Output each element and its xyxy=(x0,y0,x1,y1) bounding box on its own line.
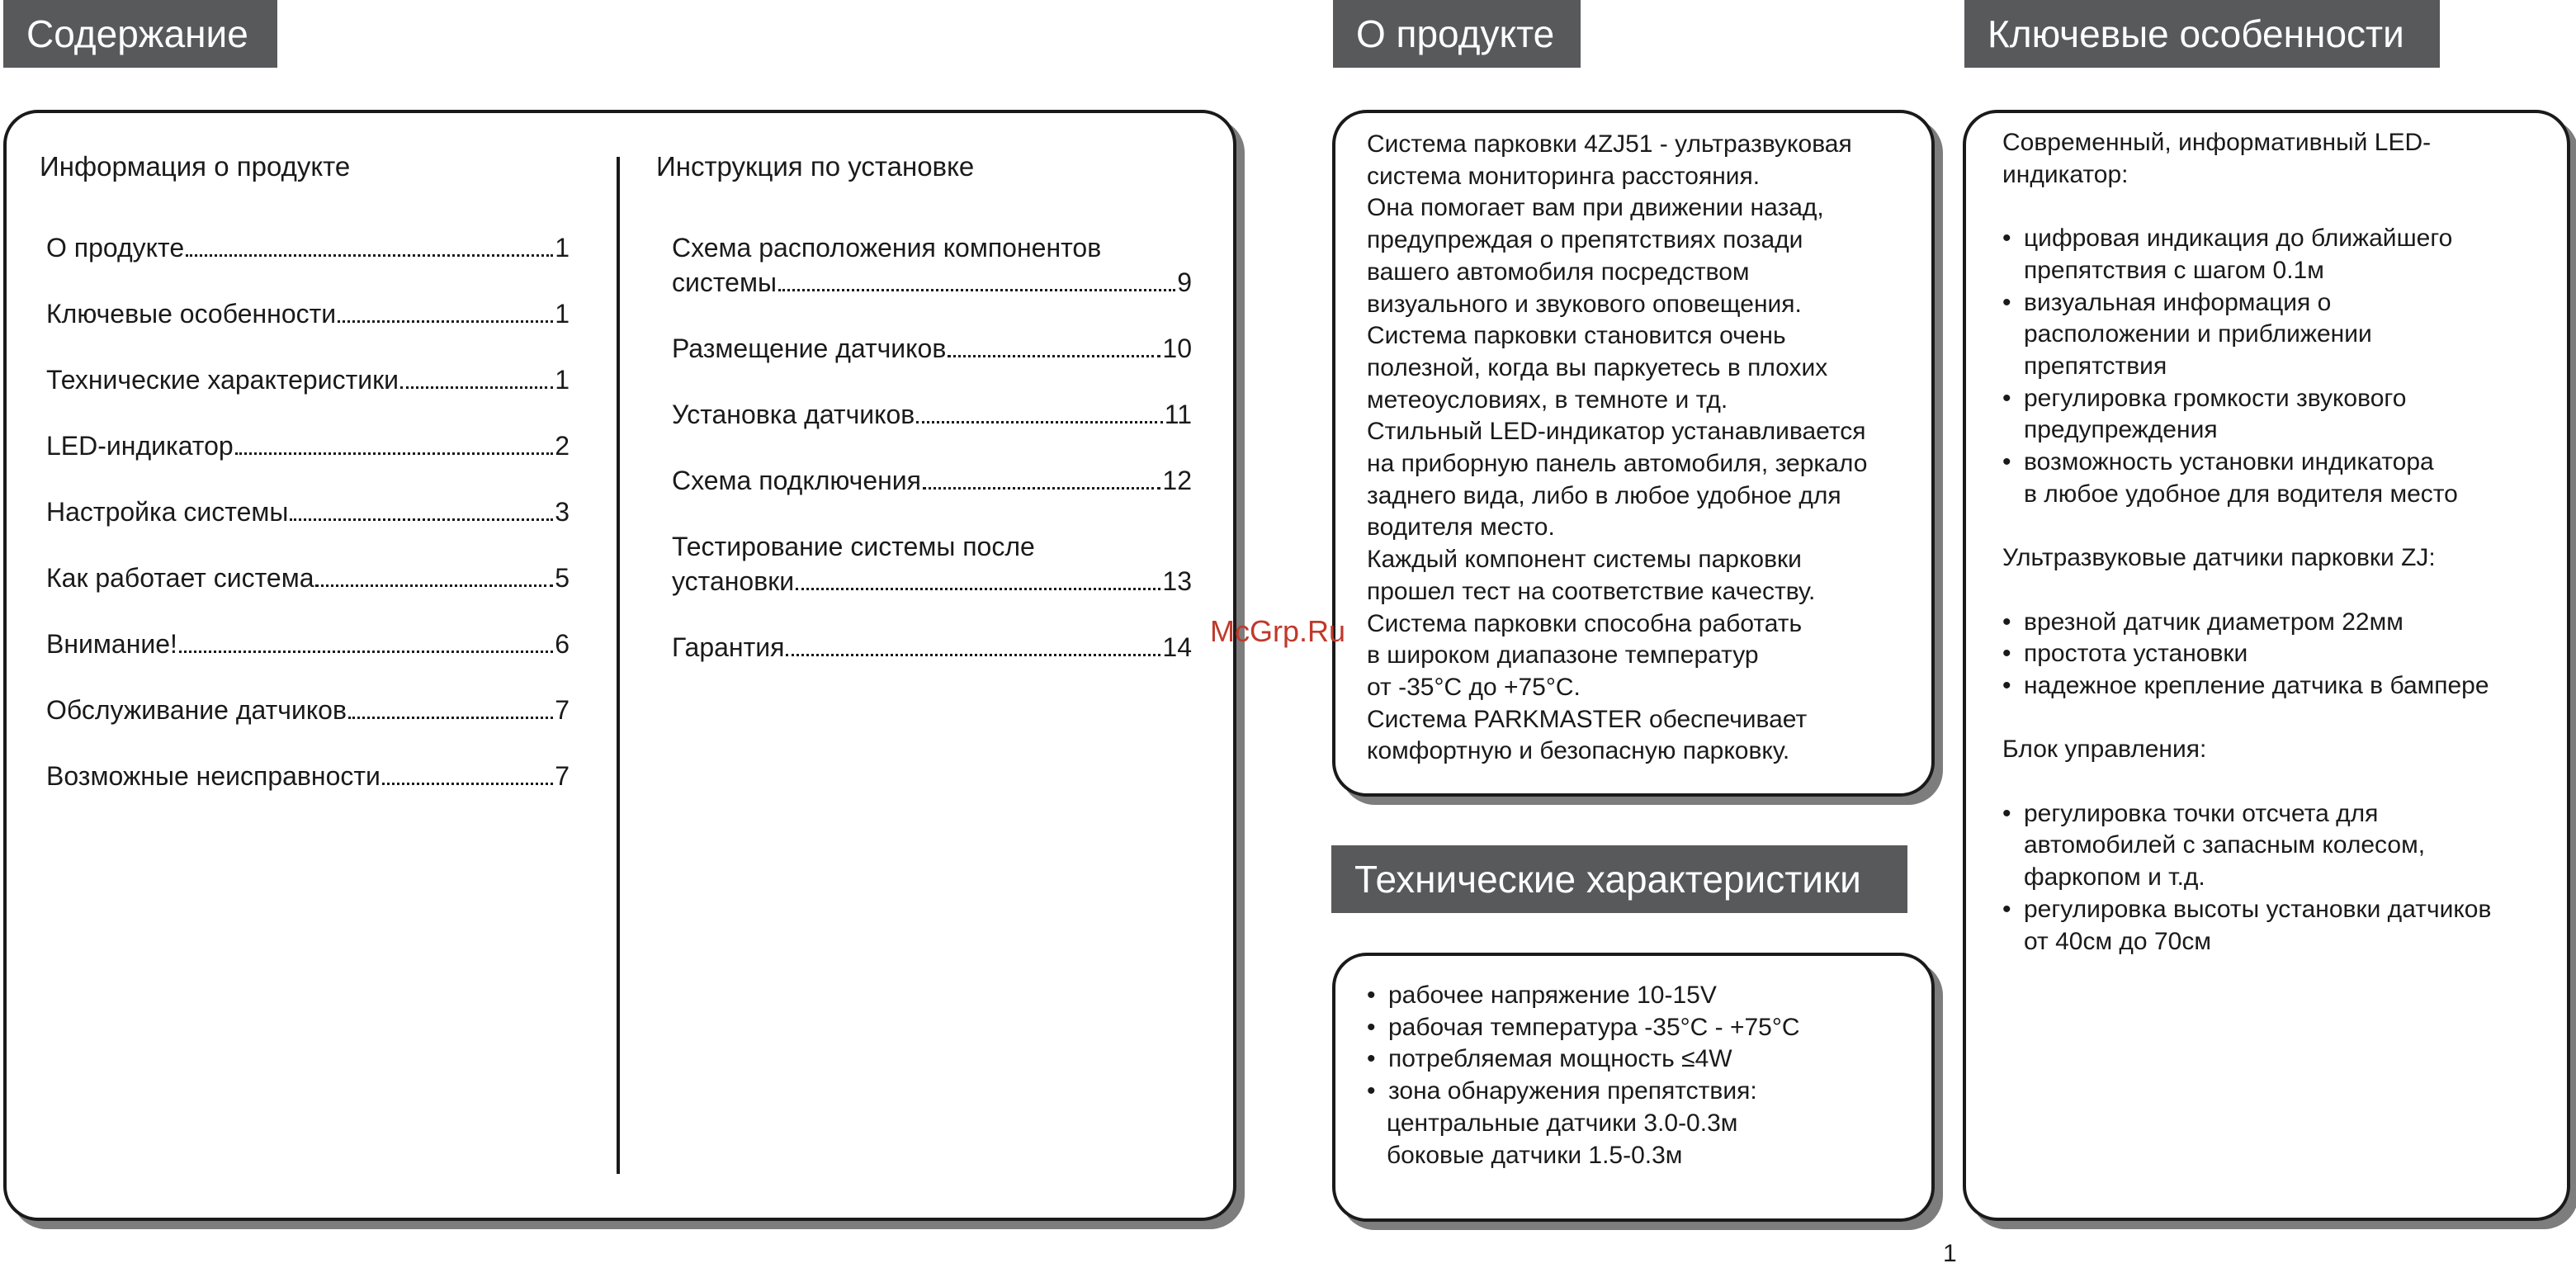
toc-entry-page: 12 xyxy=(1162,466,1192,495)
toc-entry-page: 10 xyxy=(1162,334,1192,363)
about-line: от -35°С до +75°С. xyxy=(1367,673,1581,701)
feature-item-line: • визуальная информация о xyxy=(2024,288,2332,316)
about-line: Стильный LED-индикатор устанавливается xyxy=(1367,418,1866,446)
feature-item xyxy=(2002,287,2491,383)
about-line: Каждый компонент системы парковки xyxy=(1367,546,1802,574)
toc-entry-label: Настройка системы xyxy=(46,497,289,527)
spec-sub-line: центральные датчики 3.0-0.3м xyxy=(1387,1109,1738,1137)
about-line: вашего автомобиля посредством xyxy=(1367,258,1750,286)
toc-leader xyxy=(400,386,553,389)
about-line: комфортную и безопасную парковку. xyxy=(1367,737,1790,765)
about-line: Она помогает вам при движении назад, xyxy=(1367,194,1824,222)
spec-item: • зона обнаружения препятствия: xyxy=(1367,1076,1800,1108)
feature-item-line: • надежное крепление датчика в бампере xyxy=(2024,671,2489,699)
feature-item-line: • регулировка точки отсчета для xyxy=(2024,799,2379,827)
toc-entry-label: Гарантия xyxy=(672,632,785,662)
toc-entry[interactable] xyxy=(672,630,1192,665)
toc-entry-page: 3 xyxy=(555,497,570,527)
toc-entry-line1: Тестирование системы после xyxy=(672,532,1035,561)
toc-leader xyxy=(948,355,1160,357)
toc-entry[interactable] xyxy=(672,463,1192,498)
toc-left-list xyxy=(46,230,570,825)
toc-entry-page: 14 xyxy=(1162,632,1192,662)
toc-entry-page: 1 xyxy=(555,233,570,263)
spec-item: • рабочее напряжение 10-15V xyxy=(1367,980,1800,1012)
about-line: Система парковки способна работать xyxy=(1367,609,1803,637)
toc-entry[interactable] xyxy=(672,529,1192,599)
feature-item-line: фаркопом и т.д. xyxy=(2024,863,2205,892)
spec-sub-line: боковые датчики 1.5-0.3м xyxy=(1387,1141,1683,1169)
toc-right-list xyxy=(672,230,1192,696)
watermark: McGrp.Ru xyxy=(1210,614,1346,648)
about-line: водителя место. xyxy=(1367,513,1555,542)
about-line: заднего вида, либо в любое удобное для xyxy=(1367,481,1841,509)
toc-entry[interactable] xyxy=(46,428,570,463)
toc-entry[interactable] xyxy=(672,397,1192,432)
toc-entry-page: 2 xyxy=(555,431,570,461)
about-line: система мониторинга расстояния. xyxy=(1367,162,1761,190)
toc-entry-label: О продукте xyxy=(46,233,185,263)
feature-item xyxy=(2002,670,2491,703)
toc-entry-label: Как работает система xyxy=(46,563,314,593)
toc-entry[interactable] xyxy=(46,561,570,595)
feature-item xyxy=(2002,894,2491,958)
contents-header: Содержание xyxy=(3,0,277,68)
toc-entry-page: 6 xyxy=(555,629,570,659)
toc-entry[interactable] xyxy=(672,230,1192,300)
feature-item-line: от 40см до 70см xyxy=(2024,927,2211,955)
control-title: Блок управления: xyxy=(2002,736,2207,764)
toc-entry-label: Ключевые особенности xyxy=(46,299,337,329)
about-line: визуального и звукового оповещения. xyxy=(1367,290,1802,318)
toc-entry-page: 1 xyxy=(555,299,570,329)
about-line: метеоусловиях, в темноте и тд. xyxy=(1367,386,1728,414)
about-header: О продукте xyxy=(1333,0,1581,68)
toc-entry-label: Размещение датчиков xyxy=(672,334,947,363)
toc-entry-line1: Схема расположения компонентов xyxy=(672,233,1102,263)
about-line: в широком диапазоне температур xyxy=(1367,641,1759,669)
toc-entry-label: Технические характеристики xyxy=(46,365,399,395)
features-intro-line2: индикатор: xyxy=(2002,160,2129,188)
toc-entry-page: 1 xyxy=(555,365,570,395)
toc-leader xyxy=(916,421,1163,423)
toc-leader xyxy=(186,254,553,257)
toc-entry[interactable] xyxy=(46,362,570,397)
toc-leader xyxy=(348,717,553,719)
features-header: Ключевые особенности xyxy=(1964,0,2440,68)
toc-entry[interactable] xyxy=(46,296,570,331)
specs-header: Технические характеристики xyxy=(1331,845,1907,913)
page-number: 1 xyxy=(1943,1240,1957,1267)
feature-item xyxy=(2002,223,2491,286)
feature-item-line: препятствия xyxy=(2024,352,2167,380)
toc-entry[interactable] xyxy=(46,627,570,661)
feature-item xyxy=(2002,638,2491,670)
toc-entry-label: Обслуживание датчиков xyxy=(46,695,347,725)
toc-leader xyxy=(796,588,1160,590)
toc-leader xyxy=(778,289,1175,291)
toc-left-title: Информация о продукте xyxy=(40,151,351,182)
toc-entry-label: Возможные неисправности xyxy=(46,761,380,791)
about-line: Система парковки 4ZJ51 - ультразвуковая xyxy=(1367,130,1852,158)
toc-entry[interactable] xyxy=(46,759,570,793)
toc-entry-page: 9 xyxy=(1177,267,1192,297)
toc-leader xyxy=(235,452,554,455)
about-line: прошел тест на соответствие качеству. xyxy=(1367,577,1816,605)
feature-item xyxy=(2002,798,2491,894)
about-text xyxy=(1367,129,1867,768)
toc-entry-page: 11 xyxy=(1164,400,1192,429)
toc-entry-label: Внимание! xyxy=(46,629,177,659)
toc-entry-page: 13 xyxy=(1162,566,1192,596)
toc-entry[interactable] xyxy=(46,693,570,727)
specs-text xyxy=(1367,980,1800,1171)
feature-item-line: препятствия с шагом 0.1м xyxy=(2024,256,2324,284)
feature-item-line: • регулировка громкости звукового xyxy=(2024,384,2407,412)
feature-item-line: • регулировка высоты установки датчиков xyxy=(2024,895,2492,923)
toc-entry[interactable] xyxy=(46,230,570,265)
toc-leader xyxy=(382,783,553,785)
toc-entry-label: Установка датчиков xyxy=(672,400,915,429)
feature-item xyxy=(2002,383,2491,447)
toc-divider xyxy=(617,157,620,1174)
about-line: на приборную панель автомобиля, зеркало xyxy=(1367,450,1868,478)
spec-item: • рабочая температура -35°С - +75°С xyxy=(1367,1012,1800,1044)
toc-entry-label: Схема подключения xyxy=(672,466,921,495)
feature-item-line: • цифровая индикация до ближайшего xyxy=(2024,225,2453,253)
feature-item-line: • возможность установки индикатора xyxy=(2024,448,2434,476)
about-line: Система PARKMASTER обеспечивает xyxy=(1367,705,1808,733)
toc-leader xyxy=(315,584,553,587)
feature-item-line: автомобилей с запасным колесом, xyxy=(2024,831,2426,859)
about-line: Система парковки становится очень xyxy=(1367,322,1786,350)
toc-entry-label: LED-индикатор xyxy=(46,431,234,461)
toc-leader xyxy=(923,487,1160,490)
toc-leader xyxy=(338,320,553,323)
feature-item-line: в любое удобное для водителя место xyxy=(2024,480,2458,508)
feature-item-line: предупреждения xyxy=(2024,416,2218,444)
toc-entry-page: 7 xyxy=(555,761,570,791)
toc-entry-page: 7 xyxy=(555,695,570,725)
about-line: полезной, когда вы паркуетесь в плохих xyxy=(1367,353,1828,381)
toc-entry[interactable] xyxy=(46,494,570,529)
toc-leader xyxy=(179,651,553,653)
spec-item: • потребляемая мощность ≤4W xyxy=(1367,1043,1800,1076)
feature-item-line: • простота установки xyxy=(2024,640,2248,668)
toc-right-title: Инструкция по установке xyxy=(656,151,975,182)
toc-entry-label: системы xyxy=(672,267,777,297)
about-line: предупреждая о препятствиях позади xyxy=(1367,226,1803,254)
feature-item-line: расположении и приближении xyxy=(2024,320,2372,348)
features-intro-line1: Современный, информативный LED- xyxy=(2002,129,2432,156)
toc-entry[interactable] xyxy=(672,331,1192,366)
toc-leader xyxy=(786,654,1160,656)
features-text xyxy=(2002,127,2491,958)
sensors-title: Ультразвуковые датчики парковки ZJ: xyxy=(2002,544,2436,572)
toc-entry-page: 5 xyxy=(555,563,570,593)
feature-item-line: • врезной датчик диаметром 22мм xyxy=(2024,608,2403,636)
feature-item xyxy=(2002,607,2491,639)
feature-item xyxy=(2002,447,2491,510)
toc-leader xyxy=(290,518,553,521)
toc-entry-label: установки xyxy=(672,566,795,596)
